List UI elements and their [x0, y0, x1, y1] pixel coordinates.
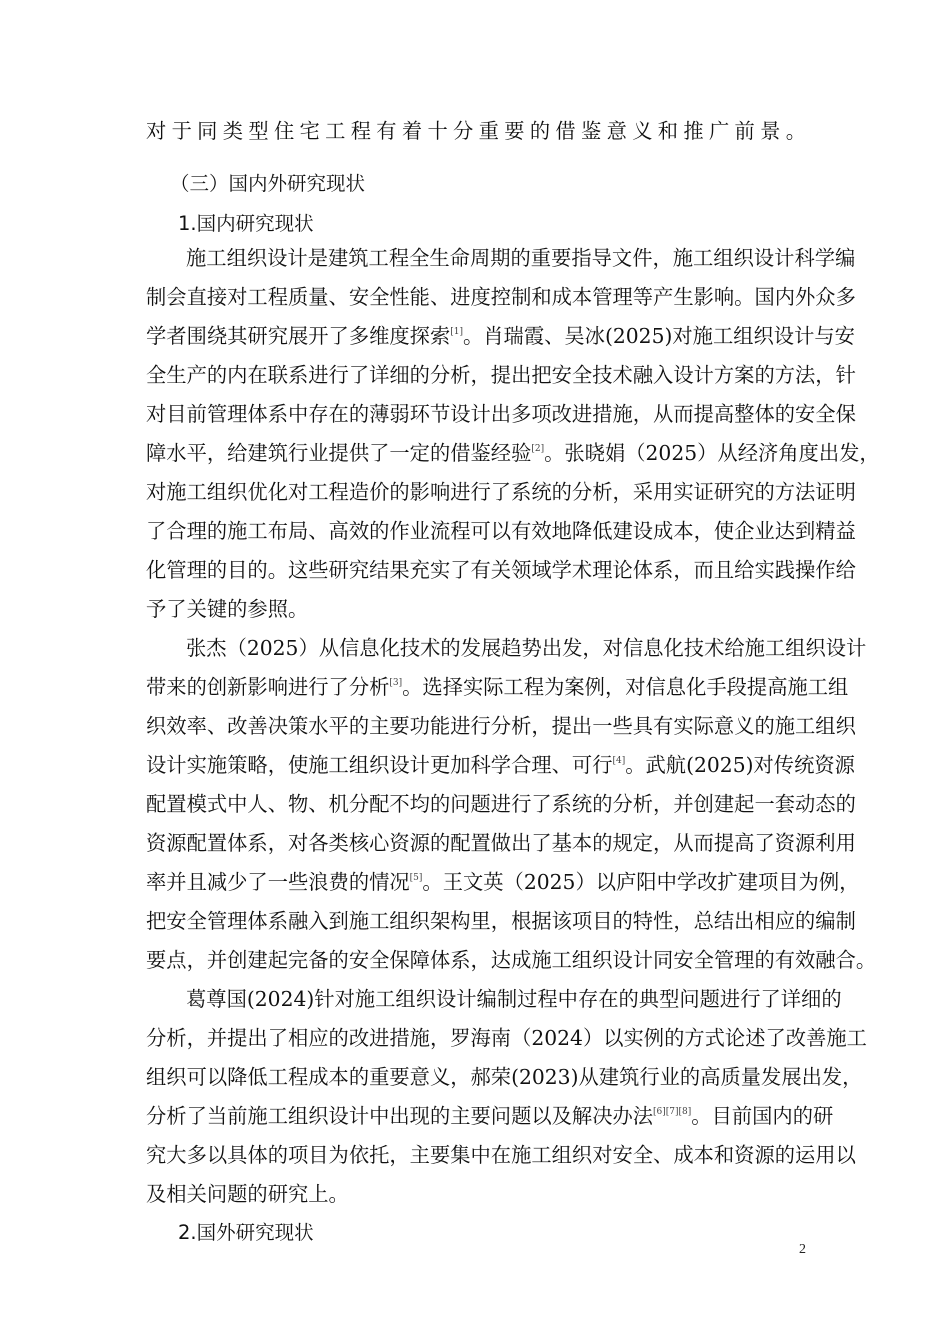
paragraph-line: [146, 867, 860, 897]
citation-1[interactable]: [1]: [450, 327, 463, 337]
text-run: 对于同类型住宅工程有着十分重要的借鉴意义和推广前景。: [146, 119, 806, 143]
paragraph-line: 全生产的内在联系进行了详细的分析，提出把安全技术融入设计方案的方法，针: [146, 363, 856, 387]
citation-6-7-8[interactable]: [6][7][8]: [653, 1107, 692, 1117]
paragraph-line: 予了关键的参照。: [146, 597, 309, 621]
paragraph-line: 要点，并创建起完备的安全保障体系，达成施工组织设计同安全管理的有效融合。: [146, 948, 877, 972]
paragraph-line: [146, 438, 880, 468]
subsection-heading-domestic: 1.国内研究现状: [178, 212, 314, 235]
paragraph-line: 对目前管理体系中存在的薄弱环节设计出多项改进措施，从而提高整体的安全保: [146, 402, 856, 426]
subsection-heading-foreign: 2.国外研究现状: [178, 1221, 314, 1244]
text-run: 障水平，给建筑行业提供了一定的借鉴经验: [146, 441, 532, 465]
citation-5[interactable]: [5]: [409, 873, 423, 883]
paragraph-line: 组织可以降低工程成本的重要意义，郝荣(2023)从建筑行业的高质量发展出发，: [146, 1065, 863, 1089]
citation-4[interactable]: [4]: [612, 756, 626, 766]
text-run: 设计实施策略，使施工组织设计更加科学合理、可行: [146, 753, 613, 777]
paragraph-line: [146, 321, 855, 351]
paragraph-line: 织效率、改善决策水平的主要功能进行分析，提出一些具有实际意义的施工组织: [146, 714, 856, 738]
text-run: 率并且减少了一些浪费的情况: [146, 870, 410, 894]
text-run: 。选择实际工程为案例，对信息化手段提高施工组: [402, 675, 849, 699]
citation-3[interactable]: [3]: [389, 678, 403, 688]
paragraph-line: 张杰（2025）从信息化技术的发展趋势出发，对信息化技术给施工组织设计: [186, 636, 867, 660]
paragraph-line: [146, 1101, 834, 1131]
paragraph-line: 对施工组织优化对工程造价的影响进行了系统的分析，采用实证研究的方法证明: [146, 480, 856, 504]
paragraph-line: 分析，并提出了相应的改进措施，罗海南（2024）以实例的方式论述了改善施工: [146, 1026, 867, 1050]
paragraph-line: 制会直接对工程质量、安全性能、进度控制和成本管理等产生影响。国内外众多: [146, 285, 856, 309]
intro-tail-line: [146, 116, 806, 146]
text-run: 带来的创新影响进行了分析: [146, 675, 390, 699]
paragraph-line: 施工组织设计是建筑工程全生命周期的重要指导文件，施工组织设计科学编: [186, 246, 856, 270]
page-number: 2: [799, 1242, 806, 1257]
paragraph-line: [146, 672, 849, 702]
paragraph-line: 化管理的目的。这些研究结果充实了有关领域学术理论体系，而且给实践操作给: [146, 558, 856, 582]
text-run: 。目前国内的研: [691, 1104, 834, 1128]
text-run: 。武航(2025)对传统资源: [625, 753, 855, 777]
paragraph-line: 究大多以具体的项目为依托，主要集中在施工组织对安全、成本和资源的运用以: [146, 1143, 856, 1167]
text-run: 分析了当前施工组织设计中出现的主要问题以及解决办法: [146, 1104, 654, 1128]
section-heading: （三）国内外研究现状: [170, 172, 366, 195]
text-run: 。张晓娟（2025）从经济角度出发，: [544, 441, 880, 465]
paragraph-line: 把安全管理体系融入到施工组织架构里，根据该项目的特性，总结出相应的编制: [146, 909, 856, 933]
paragraph-line: 配置模式中人、物、机分配不均的问题进行了系统的分析，并创建起一套动态的: [146, 792, 856, 816]
text-run: 。王文英（2025）以庐阳中学改扩建项目为例，: [422, 870, 860, 894]
text-run: 学者围绕其研究展开了多维度探索: [146, 324, 451, 348]
paragraph-line: 及相关问题的研究上。: [146, 1182, 349, 1206]
citation-2[interactable]: [2]: [531, 444, 545, 454]
paragraph-line: 资源配置体系，对各类核心资源的配置做出了基本的规定，从而提高了资源利用: [146, 831, 856, 855]
paragraph-line: 了合理的施工布局、高效的作业流程可以有效地降低建设成本，使企业达到精益: [146, 519, 856, 543]
text-run: 。肖瑞霞、吴冰(2025)对施工组织设计与安: [462, 324, 855, 348]
paragraph-line: 葛尊国(2024)针对施工组织设计编制过程中存在的典型问题进行了详细的: [186, 987, 842, 1011]
paragraph-line: [146, 750, 855, 780]
